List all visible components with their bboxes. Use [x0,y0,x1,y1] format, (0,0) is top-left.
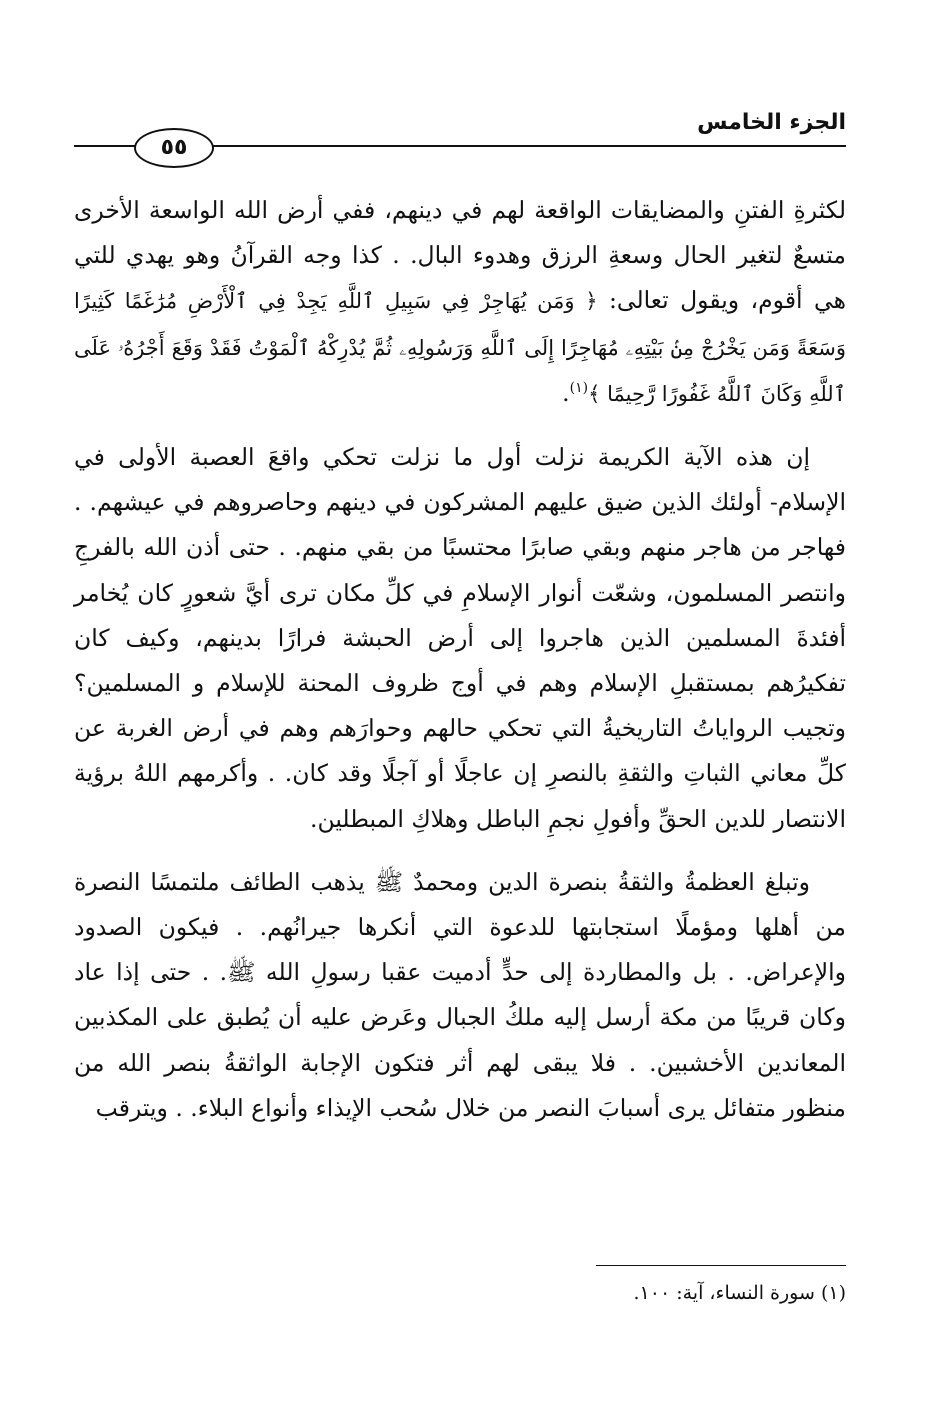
footnote-rule [596,1265,846,1266]
paragraph-1 [74,188,846,417]
paragraph-3: وتبلغ العظمةُ والثقةُ بنصرة الدين ومحمدٌ ﷺ يذهب الطائف ملتمسًا النصرة من أهلها ومؤملًا استجابتها للدعوة التي أنكرها جيرانُهم. . فيكون الصدود والإعراض. . بل والمطاردة إلى حدٍّ أدميت عقبا رسولِ الله ﷺ. . حتى إذا عاد وكان قريبًا من مكة أرسل إليه ملكُ الجبال وعَرض عليه أن يُطبق على المكذبين المعاندين الأخشبين. . فلا يبقى لهم أثر فتكون الإجابة الواثقةُ بنصر الله من منظور متفائل يرى أسبابَ النصر من خلال سُحب الإيذاء وأنواع البلاء. . ويترقب [74,867,846,1122]
paragraph-1-end: . [562,378,570,407]
page-header [74,108,846,168]
page-number: ٥٥ [160,135,188,160]
footnote-marker[interactable]: (١) [569,379,589,396]
quran-verse: ﴿ وَمَن يُهَاجِرْ فِي سَبِيلِ ٱللَّهِ يَجِدْ فِي ٱلْأَرْضِ مُرَٰغَمًا كَثِيرًا وَسَعَةً وَمَن يَخْرُجْ مِنۢ بَيْتِهِۦ مُهَاجِرًا إِلَى ٱللَّهِ وَرَسُولِهِۦ ثُمَّ يُدْرِكْهُ ٱلْمَوْتُ فَقَدْ وَقَعَ أَجْرُهُۥ عَلَى ٱللَّهِ وَكَانَ ٱللَّهُ غَفُورًا رَّحِيمًا ﴾ [74,289,846,406]
footnote: (١) سورة النساء، آية: ١٠٠. [633,1282,846,1304]
paragraph-2: إن هذه الآية الكريمة نزلت أول ما نزلت تحكي واقعَ العصبة الأولى في الإسلام- أولئك الذين ضيق عليهم المشركون في دينهم وحاصروهم في عيشهم. . فهاجر من هاجر منهم وبقي صابرًا محتسبًا من بقي منهم. . حتى أذن الله بالفرجِ وانتصر المسلمون، وشعّت أنوار الإسلامِ في كلِّ مكان ترى أيَّ شعورٍ كان يُخامر أفئدةَ المسلمين الذين هاجروا إلى أرض الحبشة فرارًا بدينهم، وكيف كان تفكيرُهم بمستقبلِ الإسلام وهم في أوج ظروف المحنة للإسلام و المسلمين؟ وتجيب الرواياتُ التاريخيةُ التي تحكي حالهم وحوارَهم وهم في أرض الغربة عن كلِّ معاني الثباتِ والثقةِ بالنصرِ إن عاجلًا أو آجلًا وقد كان. . وأكرمهم اللهُ برؤية الانتصار للدين الحقِّ وأفولِ نجمِ الباطل وهلاكِ المبطلين. [74,443,846,833]
body-text [74,188,846,1131]
running-title: الجزء الخامس [697,110,846,135]
paragraph-1-text: لكثرةِ الفتنِ والمضايقات الواقعة لهم في دينهم، ففي أرض الله الواسعة الأخرى متسعٌ لتغير الحال وسعةِ الرزق وهدوء البال. . كذا وجه القرآنُ وهو يهدي للتي هي أقوم، ويقول تعالى: [74,196,846,315]
page-number-badge [134,128,214,168]
